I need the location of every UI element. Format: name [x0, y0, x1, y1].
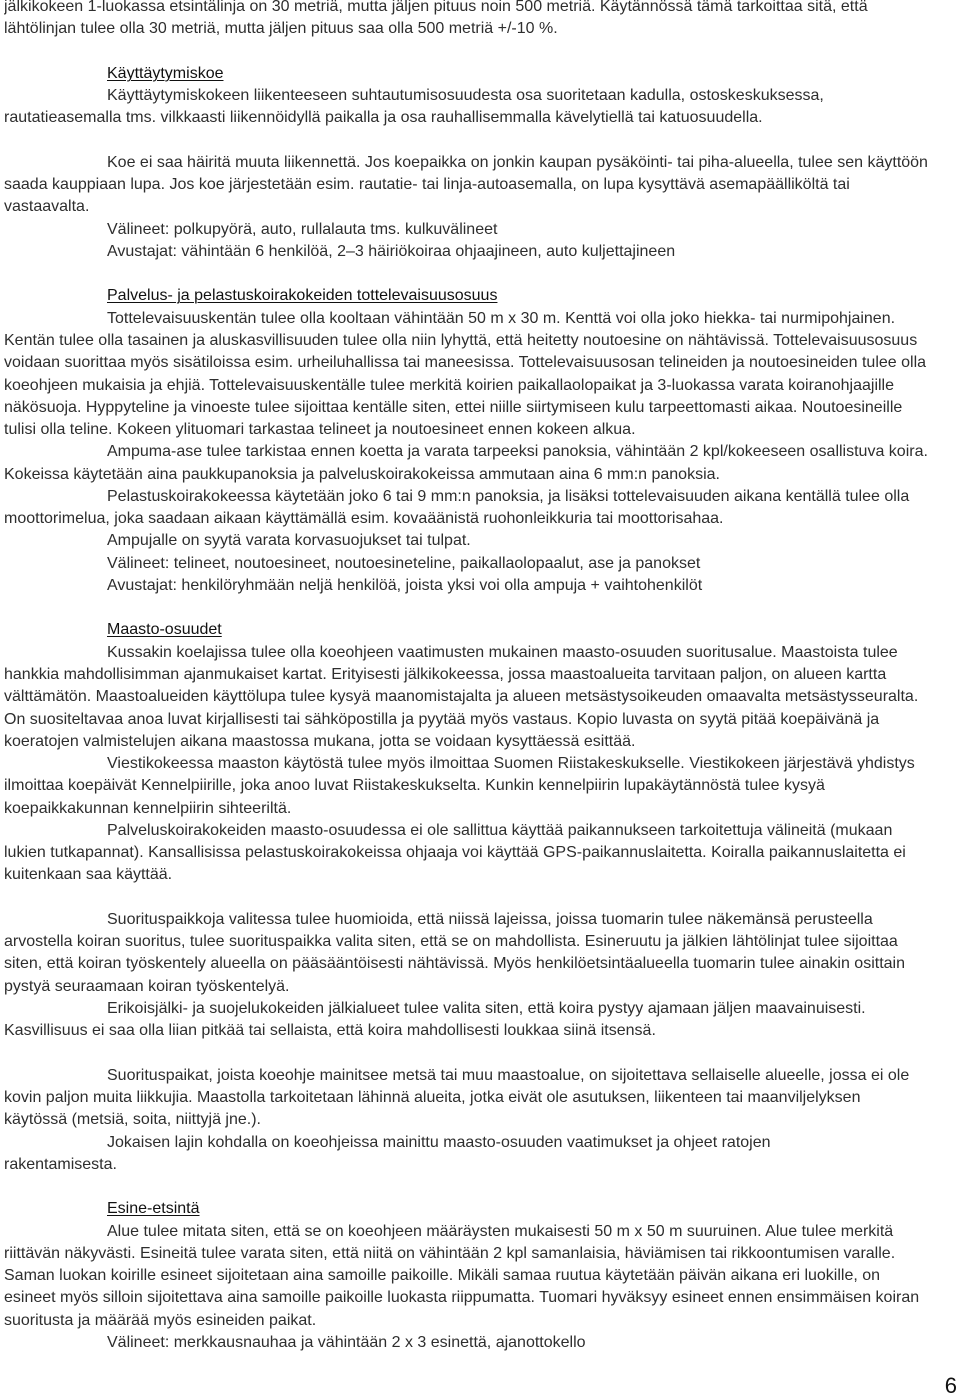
paragraph: [4, 820, 954, 887]
paragraph-line: rakentamisesta.: [4, 1155, 117, 1173]
paragraph-line: arvostella koiran suoritus, tulee suorituspaikka valita siten, että se on mahdollista. Esineruutu ja jälkien lähtölinjat tulee sijoittaa: [4, 933, 898, 951]
paragraph: [4, 642, 954, 753]
section: [4, 1198, 954, 1354]
section-heading: Käyttäytymiskoe: [107, 64, 224, 82]
paragraph: [4, 219, 954, 241]
paragraph-line: hankkia mahdollisimman ajanmukaiset kartat. Erityisesti jälkikokeessa, jossa maastoalueita tarvitaan paljon, on alueen kartta: [4, 665, 887, 683]
paragraph-line: näkösuoja. Hyppyteline ja vinoeste tulee sijoittaa kentälle siten, ettei niille siirtymiseen kulu tarpeettomasti aikaa. Noutoesineille: [4, 398, 903, 416]
section: [4, 285, 954, 597]
paragraph-line: pystyä seuraamaan koiran työskentelyä.: [4, 977, 290, 995]
paragraph-line: koeratojen valmistelujen aikana maastossa mukana, jotta se voidaan kysyttäessä esittää.: [4, 732, 636, 750]
paragraph-line: Pelastuskoirakokeessa käytetään joko 6 tai 9 mm:n panoksia, ja lisäksi tottelevaisuuden aikana kentällä tulee olla: [107, 487, 910, 505]
paragraph-line: riittävän näkyvästi. Esineitä tulee varata siten, että niitä on vähintään 2 kpl samanlaisia, häviämisen tai rikkoontumisen varalle.: [4, 1244, 896, 1262]
section-heading: Maasto-osuudet: [107, 621, 222, 639]
paragraph-line: Suorituspaikat, joista koeohje mainitsee metsä tai muu maastoalue, on sijoitettava sellaiselle alueelle, jossa ei ole: [107, 1066, 910, 1084]
section-heading: Palvelus- ja pelastuskoirakokeiden tottelevaisuusosuus: [107, 287, 498, 305]
paragraph-line: Kentän tulee olla tasainen ja aluskasvillisuuden tulee olla niin lyhyttä, että heitetty noutoesine on nähtävissä. Tottelevaisuusosuus: [4, 331, 918, 349]
blank-line: [4, 1176, 954, 1198]
paragraph: [4, 530, 954, 552]
paragraph-line: Välineet: polkupyörä, auto, rullalauta tms. kulkuvälineet: [107, 220, 498, 238]
paragraph-line: Avustajat: henkilöryhmään neljä henkilöä, joista yksi voi olla ampuja + vaihtohenkilöt: [107, 576, 703, 594]
blank-line: [4, 263, 954, 285]
paragraph-line: Koe ei saa häiritä muuta liikennettä. Jos koepaikka on jonkin kaupan pysäköinti- tai piha-alueella, tulee sen käyttöön: [107, 153, 928, 171]
paragraph-line: siten, että koiran työskentely alueella on pääsääntöisesti nähtävissä. Myös henkilöetsintäalueella tuomarin tulee ainakin osittain: [4, 955, 905, 973]
paragraph-line: voidaan suorittaa myös sisätiloissa esim. urheiluhallissa tai maneesissa. Tottelevaisuusosan telineiden ja noutoesineiden tulee olla: [4, 354, 927, 372]
paragraph-line: Ampujalle on syytä varata korvasuojukset tai tulpat.: [107, 532, 471, 550]
paragraph-line: rautatieasemalla tms. vilkkaasti liikennöidyllä paikalla ja osa rauhallisemmalla kävelytiellä tai katuosuudella.: [4, 109, 763, 127]
section-heading: Esine-etsintä: [107, 1200, 200, 1218]
paragraph-line: Kasvillisuus ei saa olla liian pitkää tai sellaista, että koira mahdollisesti loukkaa siinä itsensä.: [4, 1022, 656, 1040]
paragraph-line: välttämätön. Maastoalueiden käyttölupa tulee kysyä maanomistajalta ja alueen metsästysoikeuden omaavalta metsästysseuralta.: [4, 688, 919, 706]
paragraph: [4, 753, 954, 820]
paragraph-line: vastaavalta.: [4, 198, 90, 216]
paragraph-line: Välineet: merkkausnauhaa ja vähintään 2 x 3 esinettä, ajanottokello: [107, 1333, 586, 1351]
paragraph-line: Alue tulee mitata siten, että se on koeohjeen määräysten mukaisesti 50 m x 50 m suuruinen. Alue tulee merkitä: [107, 1222, 894, 1240]
paragraph: [4, 998, 954, 1043]
paragraph-line: koeohjeen mukaisia ja ehjiä. Tottelevaisuuskentälle tulee merkitä koirien paikallaolopaikat ja 3-luokassa varata koiranohjaajille: [4, 376, 894, 394]
page-number: 6: [944, 1373, 957, 1398]
paragraph-line: Avustajat: vähintään 6 henkilöä, 2–3 häiriökoiraa ohjaajineen, auto kuljettajineen: [107, 242, 676, 260]
blank-line: [4, 597, 954, 619]
paragraph-line: Ampuma-ase tulee tarkistaa ennen koetta ja varata tarpeeksi panoksia, vähintään 2 kpl/kokeeseen osallistuva koira.: [107, 443, 928, 461]
paragraph-line: Erikoisjälki- ja suojelukokeiden jälkialueet tulee valita siten, että koira pystyy ajamaan jäljen maavainuisesti.: [107, 999, 866, 1017]
paragraph-line: lähtölinjan tulee olla 30 metriä, mutta jäljen pituus saa olla 500 metriä +/-10 %.: [4, 20, 558, 38]
paragraph: [4, 575, 954, 597]
section: [4, 619, 954, 1176]
paragraph-line: Palveluskoirakokeiden maasto-osuudessa ei ole sallittua käyttää paikannukseen tarkoitettuja välineitä (mukaan: [107, 821, 893, 839]
paragraph: [4, 1221, 954, 1332]
blank-line: [4, 887, 954, 909]
paragraph: [4, 152, 954, 219]
paragraph-line: kovin paljon muita liikkujia. Maastolla tarkoitetaan lähinnä alueita, jotka eivät ole asutuksen, liikenteen tai maanviljelyksen: [4, 1089, 861, 1107]
blank-line: [4, 130, 954, 152]
paragraph-line: Suorituspaikkoja valitessa tulee huomioida, että niissä lajeissa, joissa tuomarin tulee näkemänsä perusteella: [107, 910, 873, 928]
paragraph: [4, 1332, 954, 1354]
paragraph-line: Viestikokeessa maaston käytöstä tulee myös ilmoittaa Suomen Riistakeskukselle. Viestikokeen järjestävä yhdistys: [107, 755, 915, 773]
paragraph: [4, 85, 954, 130]
paragraph: [4, 1065, 954, 1132]
paragraph: [4, 1132, 954, 1177]
paragraph: [4, 0, 954, 41]
paragraph-line: Jokaisen lajin kohdalla on koeohjeissa mainittu maasto-osuuden vaatimukset ja ohjeet ratojen: [107, 1133, 771, 1151]
paragraph-line: Kokeissa käytetään aina paukkupanoksia ja palveluskoirakokeissa ammutaan aina 6 mm:n panoksia.: [4, 465, 720, 483]
paragraph-line: Tottelevaisuuskentän tulee olla kooltaan vähintään 50 m x 30 m. Kenttä voi olla joko hiekka- tai nurmipohjainen.: [107, 309, 896, 327]
blank-line: [4, 1042, 954, 1064]
blank-line: [4, 41, 954, 63]
paragraph-line: On suositeltavaa anoa luvat kirjallisesti tai sähköpostilla ja pyytää myös vastaus. Kopio luvasta on syytä pitää koepäivänä ja: [4, 710, 880, 728]
paragraph: [4, 909, 954, 998]
paragraph-line: lukien tutkapannat). Kansallisissa pelastuskoirakokeissa ohjaaja voi käyttää GPS-paikannuslaitetta. Koiralla paikannuslaitetta ei: [4, 844, 906, 862]
paragraph-line: Saman luokan koirille esineet sijoitetaan aina samoille paikoille. Mikäli samaa ruutua käytetään päivän aikana eri luokille, on: [4, 1267, 881, 1285]
paragraph: [4, 553, 954, 575]
document-body: [4, 0, 954, 1354]
paragraph-line: moottorimelua, joka saadaan aikaan käyttämällä esim. kovaäänistä ruohonleikkuria tai moottorisahaa.: [4, 510, 724, 528]
paragraph: [4, 308, 954, 442]
paragraph-line: suoritusta ja määrää myös esineiden paikat.: [4, 1311, 317, 1329]
paragraph-line: Kussakin koelajissa tulee olla koeohjeen vaatimusten mukainen maasto-osuuden suoritusalue. Maastoista tulee: [107, 643, 898, 661]
paragraph-line: Käyttäytymiskokeen liikenteeseen suhtautumisosuudesta osa suoritetaan kadulla, ostoskeskuksessa,: [107, 87, 824, 105]
paragraph-line: saada kauppiaan lupa. Jos koe järjestetään esim. rautatie- tai linja-autoasemalla, on lupa kysyttävä asemapäälliköltä tai: [4, 176, 850, 194]
paragraph-line: koepaikkakunnan kennelpiirin sihteeriltä.: [4, 799, 292, 817]
paragraph-line: tulisi olla teline. Kokeen ylituomari tarkastaa telineet ja noutoesineet ennen kokeen alkua.: [4, 421, 636, 439]
paragraph: [4, 241, 954, 263]
paragraph-line: jälkikokeen 1-luokassa etsintälinja on 30 metriä, mutta jäljen pituus noin 500 metriä. Käytännössä tämä tarkoittaa sitä, että: [4, 0, 868, 15]
paragraph-line: Välineet: telineet, noutoesineet, noutoesineteline, paikallaolopaalut, ase ja panokset: [107, 554, 701, 572]
paragraph: [4, 486, 954, 531]
paragraph-line: esineet myös silloin sijoitettava aina samoille paikoille luokasta riippumatta. Tuomari hyväksyy esineet ennen ensimmäisen koiran: [4, 1289, 920, 1307]
section: [4, 63, 954, 263]
paragraph-line: ilmoittaa koepäivät Kennelpiirille, joka anoo luvat Riistakeskukselta. Kunkin kennelpiirin lupakäytännöstä tulee kysyä: [4, 777, 825, 795]
paragraph: [4, 441, 954, 486]
paragraph-line: kuitenkaan saa käyttää.: [4, 866, 173, 884]
paragraph-line: käytössä (metsiä, soita, niittyjä jne.).: [4, 1111, 261, 1129]
